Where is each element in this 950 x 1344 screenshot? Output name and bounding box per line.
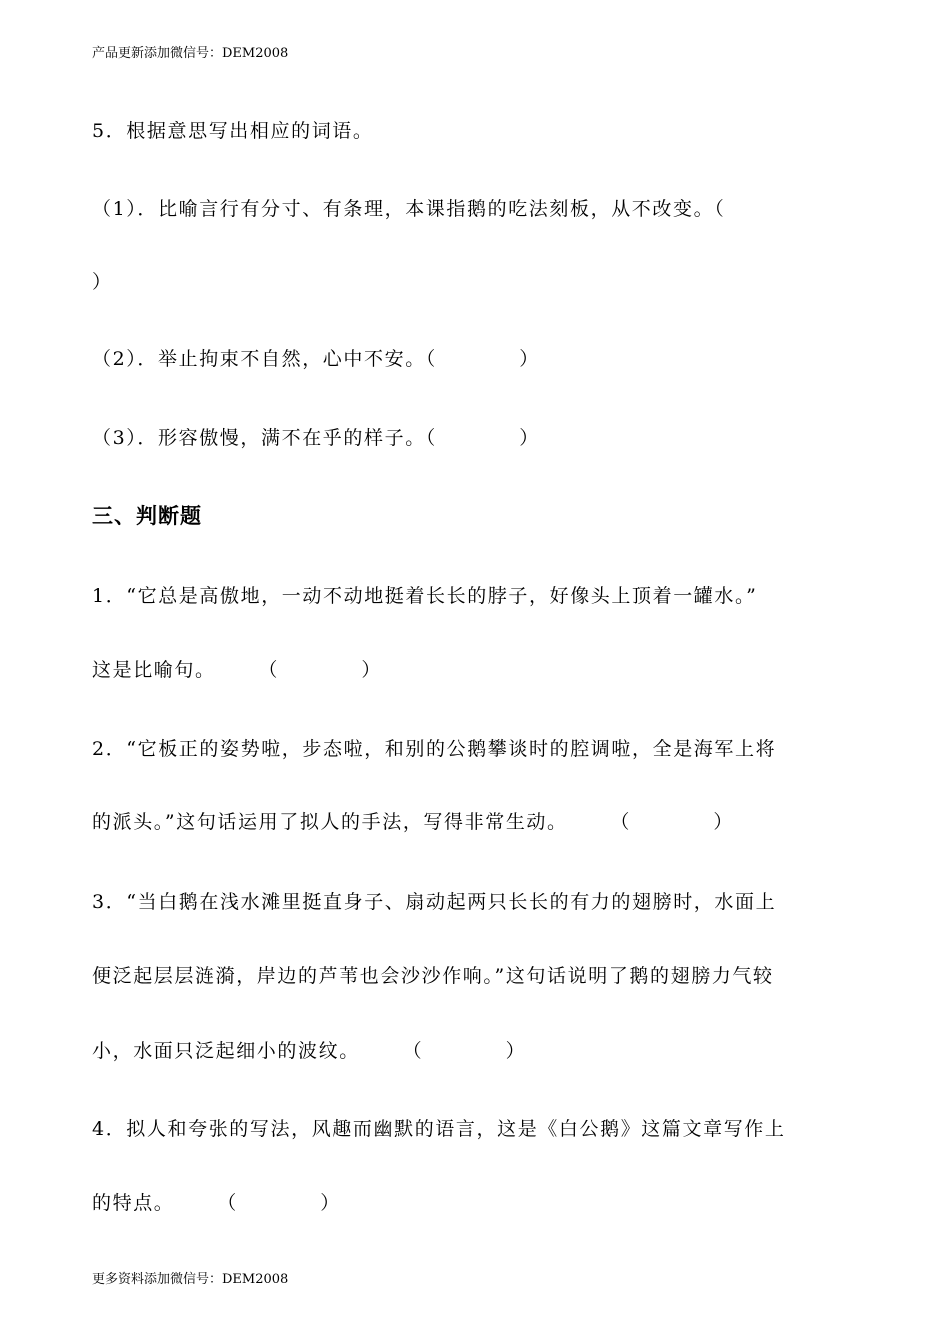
judge-q4-line-2: 的特点。 （ ） [92,1192,341,1214]
judge-q4-line-1: 4．拟人和夸张的写法，风趣而幽默的语言，这是《白公鹅》这篇文章写作上 [92,1118,786,1140]
question-5-item-3: （3）．形容傲慢，满不在乎的样子。（ ） [92,427,540,449]
question-5-title: 5．根据意思写出相应的词语。 [92,120,374,142]
judge-q3-line-2: 便泛起层层涟漪，岸边的芦苇也会沙沙作响。”这句话说明了鹅的翅膀力气较 [92,965,774,987]
question-5-item-1-continued: ） [92,271,113,293]
section-3-heading: 三、判断题 [92,503,202,528]
judge-q3-line-3: 小，水面只泛起细小的波纹。 （ ） [92,1040,527,1062]
page-footer: 更多资料添加微信号：DEM2008 [92,1272,289,1287]
page-header: 产品更新添加微信号：DEM2008 [92,46,289,61]
judge-q3-line-1: 3．“当白鹅在浅水滩里挺直身子、扇动起两只长长的有力的翅膀时，水面上 [92,891,777,913]
judge-q2-line-2: 的派头。”这句话运用了拟人的手法，写得非常生动。 （ ） [92,811,735,833]
judge-q1-line-1: 1．“它总是高傲地，一动不动地挺着长长的脖子，好像头上顶着一罐水。” [92,585,758,607]
question-5-item-2: （2）．举止拘束不自然，心中不安。（ ） [92,348,540,370]
judge-q1-line-2: 这是比喻句。 （ ） [92,659,383,681]
question-5-item-1: （1）．比喻言行有分寸、有条理，本课指鹅的吃法刻板，从不改变。（ [92,198,726,220]
judge-q2-line-1: 2．“它板正的姿势啦，步态啦，和别的公鹅攀谈时的腔调啦，全是海军上将 [92,738,777,760]
